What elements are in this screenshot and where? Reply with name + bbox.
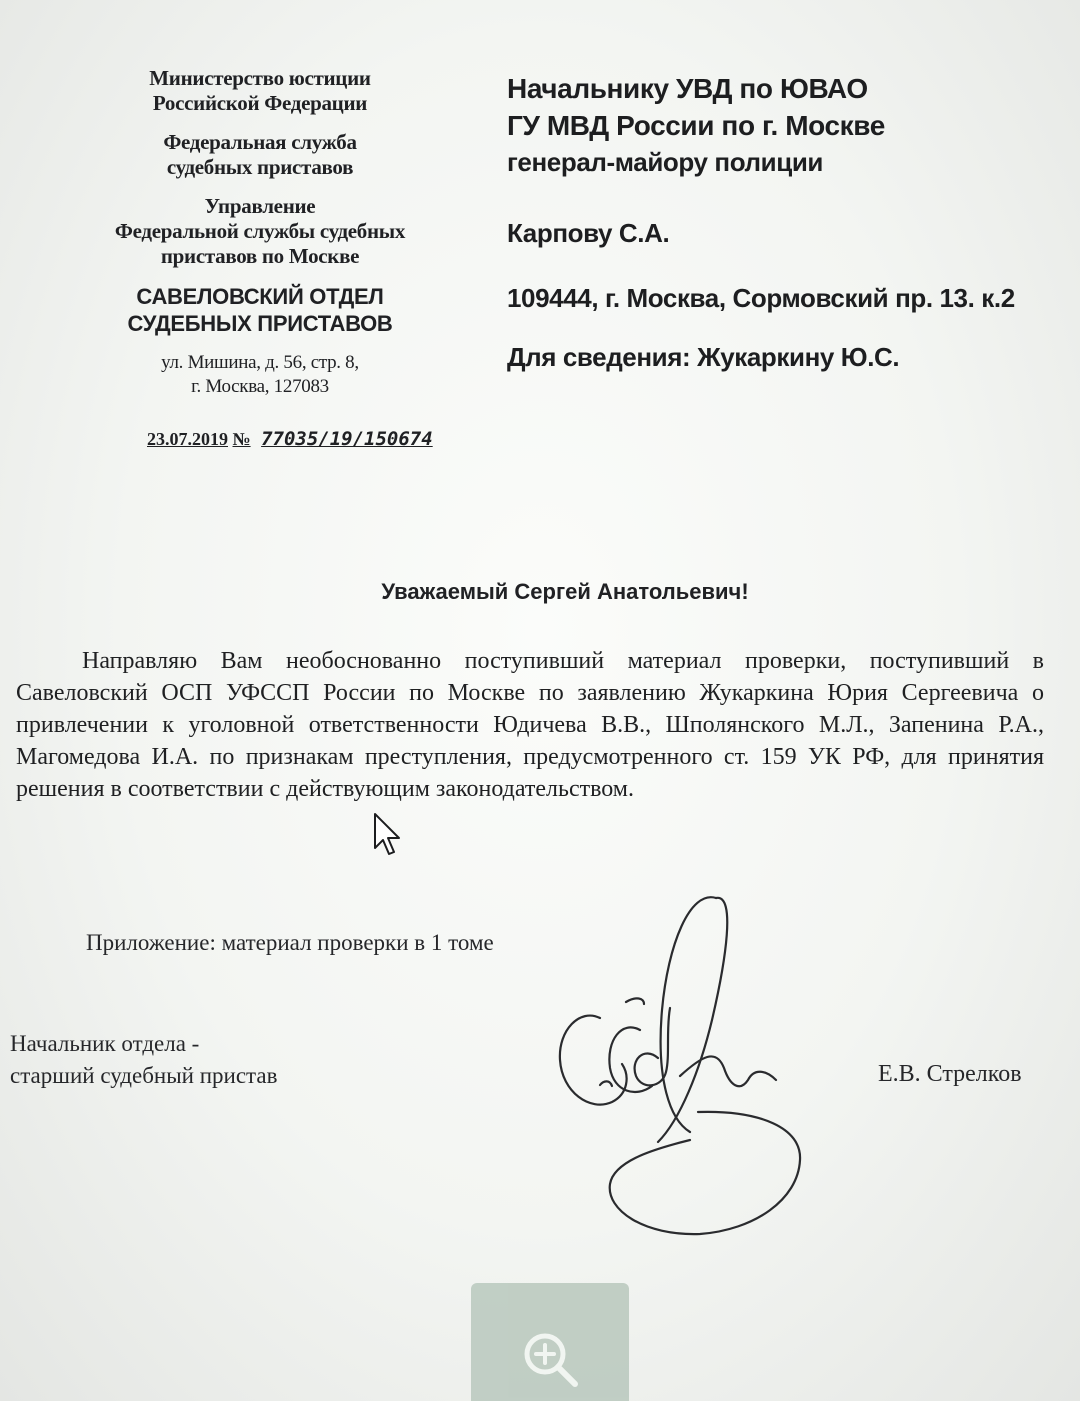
letter-body: Направляю Вам необоснованно поступивший материал проверки, поступивший в Савеловский ОСП УФССП России по Москве по заявлению Жукаркина Юрия Сергеевича о привлечении к уголовной ответственности Юдичева В.В., Шполянского М.Л., Запенина Р.А., Магомедова И.А. по признакам преступления, предусмотренного ст. 159 УК РФ, для принятия решения в соответствии с действующим законодательством. [16, 648, 1044, 802]
signer-name: Е.В. Стрелков [878, 1061, 1022, 1087]
recipient-line: Начальнику УВД по ЮВАО [507, 73, 868, 104]
directorate-line: Управление [204, 194, 316, 218]
sender-block [110, 66, 410, 399]
ministry-line: Министерство юстиции [149, 66, 371, 90]
sender-address-line: г. Москва, 127083 [191, 376, 329, 397]
recipient-block [507, 70, 1047, 376]
reference-number: 77035/19/150674 [261, 428, 433, 450]
letter-greeting: Уважаемый Сергей Анатольевич! [381, 579, 749, 604]
service-line: судебных приставов [166, 155, 354, 179]
zoom-in-icon [519, 1328, 581, 1390]
reference-line [147, 428, 433, 450]
department-line: СУДЕБНЫХ ПРИСТАВОВ [127, 311, 393, 336]
directorate-line: приставов по Москве [160, 244, 360, 268]
recipient-line: ГУ МВД России по г. Москве [507, 110, 885, 141]
directorate-line: Федеральной службы судебных [114, 219, 406, 243]
handwritten-signature [540, 880, 830, 1260]
sender-address-line: ул. Мишина, д. 56, стр. 8, [161, 352, 359, 373]
signer-title-line: Начальник отдела - [10, 1031, 200, 1056]
recipient-cc: Для сведения: Жукаркину Ю.С. [507, 342, 900, 372]
department-line: САВЕЛОВСКИЙ ОТДЕЛ [136, 284, 384, 309]
reference-number-label: № [232, 429, 251, 449]
recipient-line: генерал-майору полиции [507, 147, 823, 177]
recipient-address: 109444, г. Москва, Сормовский пр. 13. к.2 [507, 283, 1015, 313]
recipient-name: Карпову С.А. [507, 218, 670, 248]
mouse-pointer-icon [372, 812, 404, 858]
ministry-line: Российской Федерации [152, 91, 368, 115]
attachment-note: Приложение: материал проверки в 1 томе [86, 930, 494, 955]
zoom-in-button[interactable] [471, 1283, 629, 1401]
signer-title-line: старший судебный пристав [10, 1063, 278, 1088]
service-line: Федеральная служба [163, 130, 357, 154]
signer-title [10, 1028, 277, 1092]
reference-date: 23.07.2019 [147, 429, 228, 449]
